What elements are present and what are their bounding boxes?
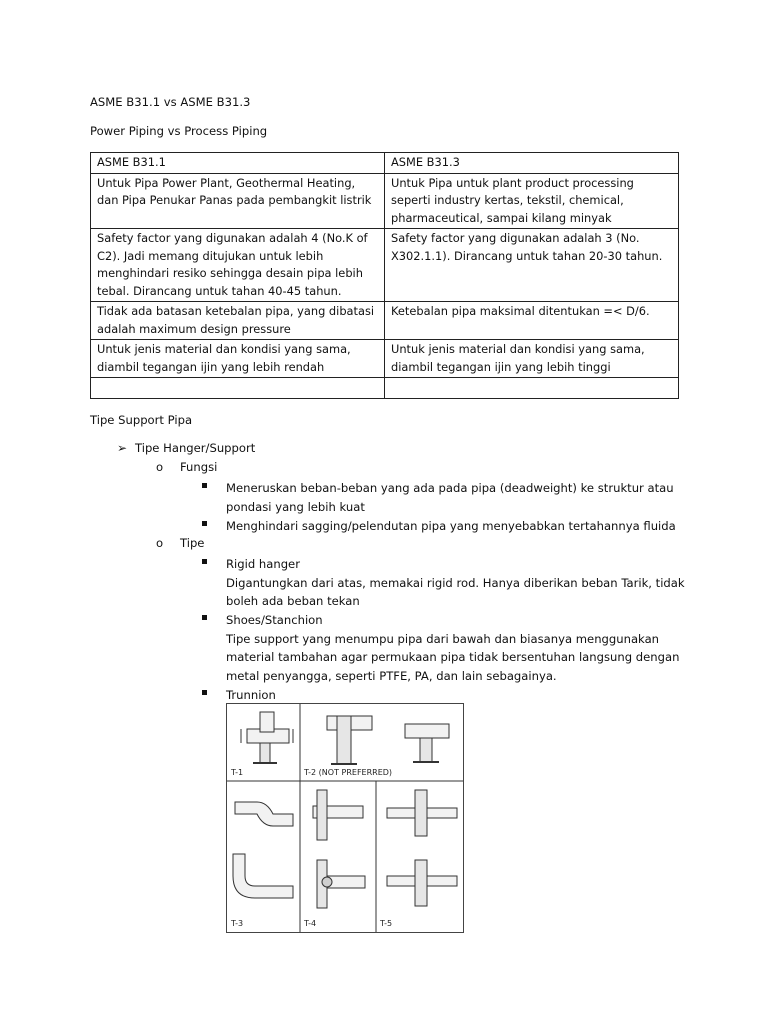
table-cell-line: dan Pipa Penukar Panas pada pembangkit listrik xyxy=(97,193,372,207)
square-bullet-icon xyxy=(202,690,207,695)
trunnion-t1-drawing xyxy=(241,712,293,763)
table-cell-line: diambil tegangan ijin yang lebih rendah xyxy=(97,359,325,374)
table-cell-line: X302.1.1). Dirancang untuk tahan 20-30 tahun. xyxy=(391,248,663,263)
table-cell-line: Untuk Pipa untuk plant product processing xyxy=(391,175,634,190)
table-row xyxy=(91,302,679,340)
page-subtitle: Power Piping vs Process Piping xyxy=(90,124,268,138)
table-cell-line: Untuk jenis material dan kondisi yang sama, xyxy=(97,342,351,356)
trunnion-t5-drawing xyxy=(387,790,457,906)
bullet-line: Shoes/Stanchion xyxy=(226,613,323,627)
table-row xyxy=(91,340,679,378)
bullet-text xyxy=(226,517,676,536)
trunnion-t4-drawing xyxy=(313,790,365,908)
circle-bullet-icon: o xyxy=(156,460,164,474)
panel-label-t1: T-1 xyxy=(231,768,244,777)
bullet-line: pondasi yang lebih kuat xyxy=(226,499,365,514)
table-cell-line: Safety factor yang digunakan adalah 4 (No.K of xyxy=(97,231,368,245)
table-cell xyxy=(385,173,679,229)
trunnion-t2b-drawing xyxy=(405,724,449,762)
table-cell-line: Ketebalan pipa maksimal ditentukan =< D/6. xyxy=(391,304,650,318)
square-bullet-icon xyxy=(202,483,207,488)
table-cell-line: diambil tegangan ijin yang lebih tinggi xyxy=(391,359,611,374)
panel-label-t2: T-2 (NOT PREFERRED) xyxy=(304,768,393,777)
table-cell xyxy=(91,302,385,340)
bullet-line: boleh ada beban tekan xyxy=(226,594,360,609)
bullet-line: Menghindari sagging/pelendutan pipa yang menyebabkan tertahannya fluida xyxy=(226,519,676,533)
table-cell-line: C2). Jadi memang ditujukan untuk lebih xyxy=(97,248,324,263)
trunnion-t3-drawing xyxy=(233,802,293,898)
bullet-line: material tambahan agar permukaan pipa tidak bersentuhan langsung dengan xyxy=(226,650,680,665)
bullet-line: Digantungkan dari atas, memakai rigid rod. Hanya diberikan beban Tarik, tidak xyxy=(226,575,685,590)
square-bullet-icon xyxy=(202,521,207,526)
bullet-line: Trunnion xyxy=(226,688,276,702)
table-cell-line: Untuk jenis material dan kondisi yang sama, xyxy=(391,342,645,356)
table-cell-line: pharmaceutical, sampai kilang minyak xyxy=(391,210,612,225)
panel-label-t3: T-3 xyxy=(231,919,244,928)
table-header-row xyxy=(91,153,679,174)
page-title: ASME B31.1 vs ASME B31.3 xyxy=(90,95,251,109)
table-cell xyxy=(91,229,385,302)
bullet-line: Meneruskan beban-beban yang ada pada pipa (deadweight) ke struktur atau xyxy=(226,481,674,495)
table-cell xyxy=(385,229,679,302)
bullet-text: Tipe xyxy=(180,536,205,550)
table-cell-line: Untuk Pipa Power Plant, Geothermal Heating, xyxy=(97,175,356,190)
table-row xyxy=(91,173,679,229)
bullet-text xyxy=(226,611,679,686)
bullet-text: Tipe Hanger/Support xyxy=(135,441,256,455)
panel-label-t5: T-5 xyxy=(380,919,393,928)
table-cell-line: Safety factor yang digunakan adalah 3 (No. xyxy=(391,231,640,245)
table-header-cell: ASME B31.3 xyxy=(385,153,679,174)
comparison-table xyxy=(90,152,679,399)
table-cell xyxy=(91,173,385,229)
table-row xyxy=(91,229,679,302)
circle-bullet-icon: o xyxy=(156,536,164,550)
table-cell xyxy=(91,340,385,378)
table-cell xyxy=(385,378,679,399)
table-cell xyxy=(385,302,679,340)
square-bullet-icon xyxy=(202,559,207,564)
bullet-text xyxy=(226,555,685,611)
bullet-line: Rigid hanger xyxy=(226,557,300,571)
table-cell-line: adalah maximum design pressure xyxy=(97,321,291,336)
table-row xyxy=(91,378,679,399)
trunnion-figure xyxy=(226,703,464,933)
trunnion-t2-drawing xyxy=(327,716,372,764)
square-bullet-icon xyxy=(202,615,207,620)
table-cell-line: tebal. Dirancang untuk tahan 40-45 tahun. xyxy=(97,283,342,298)
trunnion-diagrams xyxy=(227,704,463,932)
bullet-text xyxy=(226,479,674,516)
table-cell-line: menghindari resiko sehingga desain pipa lebih xyxy=(97,266,363,280)
table-header-cell: ASME B31.1 xyxy=(91,153,385,174)
table-cell xyxy=(91,378,385,399)
arrow-bullet-icon: ➢ xyxy=(117,441,128,455)
table-cell-line: seperti industry kertas, tekstil, chemical, xyxy=(391,193,624,207)
bullet-line: Tipe support yang menumpu pipa dari bawah dan biasanya menggunakan xyxy=(226,631,660,646)
table-cell-line: Tidak ada batasan ketebalan pipa, yang dibatasi xyxy=(97,304,375,318)
section-title: Tipe Support Pipa xyxy=(90,413,193,427)
table-cell xyxy=(385,340,679,378)
bullet-line: metal penyangga, seperti PTFE, PA, dan lain sebagainya. xyxy=(226,669,557,684)
panel-label-t4: T-4 xyxy=(304,919,317,928)
bullet-text: Fungsi xyxy=(180,460,218,474)
bullet-text xyxy=(226,686,276,705)
